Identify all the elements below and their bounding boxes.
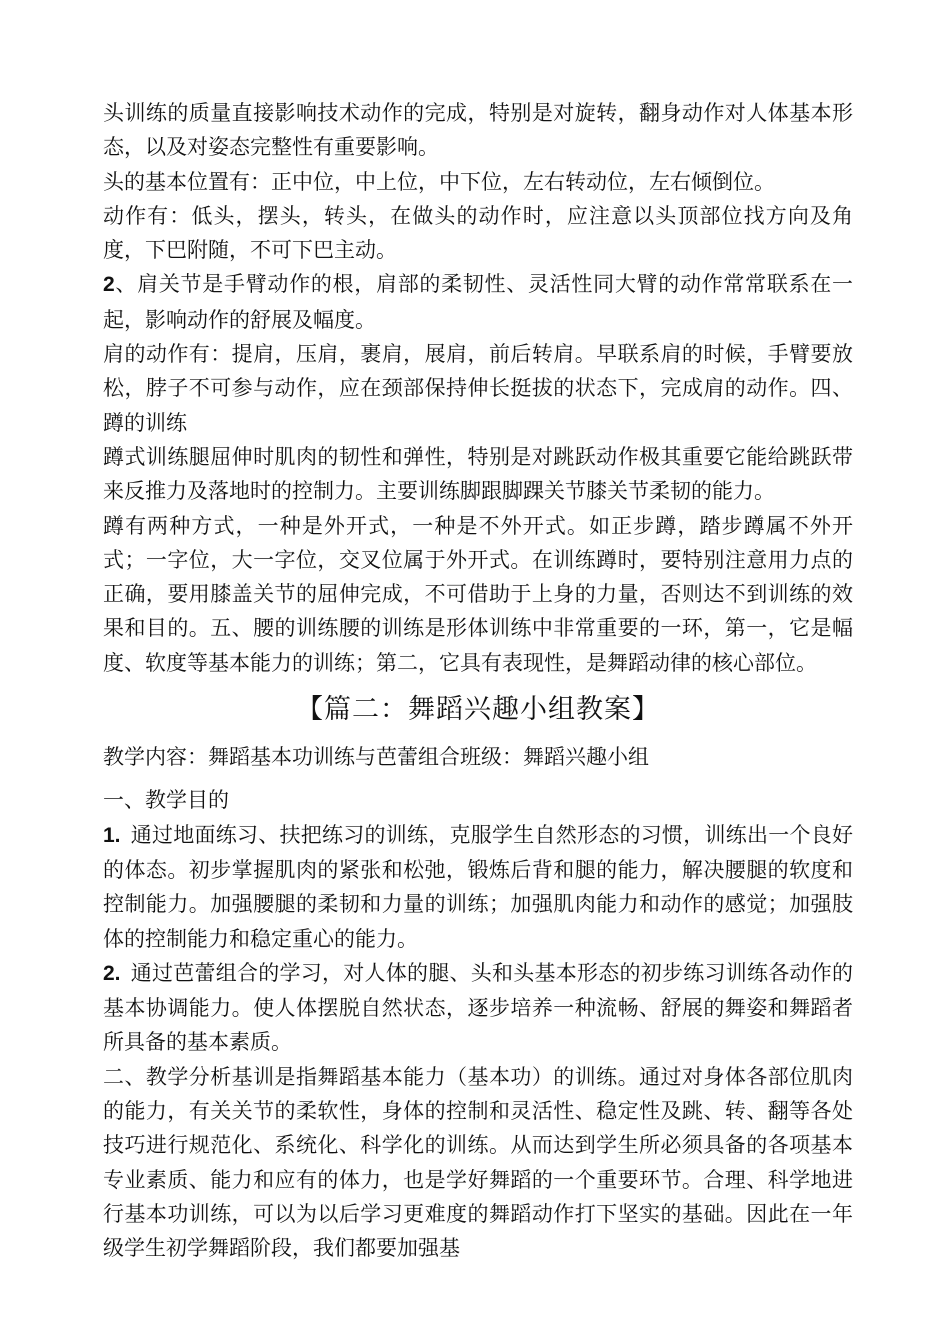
paragraph-text: 通过芭蕾组合的学习，对人体的腿、头和头基本形态的初步练习训练各动作的基本协调能力。使人体摆脱自然状态，逐步培养一种流畅、舒展的舞姿和舞蹈者所具备的基本素质。 bbox=[103, 960, 853, 1055]
section-heading: 【篇二：舞蹈兴趣小组教案】 bbox=[296, 694, 660, 726]
paragraph-squat-types: 蹲有两种方式，一种是外开式，一种是不外开式。如正步蹲，踏步蹲属不外开式；一字位，大一字位，交叉位属于外开式。在训练蹲时，要特别注意用力点的正确，要用膝盖关节的屈伸完成，不可借助于上身的力量，否则达不到训练的效果和目的。五、腰的训练腰的训练是形体训练中非常重要的一环，第一，它是幅度、软度等基本能力的训练；第二，它具有表现性，是舞蹈动律的核心部位。 bbox=[103, 513, 853, 675]
paragraph-head-positions: 头的基本位置有：正中位，中上位，中下位，左右转动位，左右倾倒位。 bbox=[103, 169, 775, 194]
paragraph-text: 通过地面练习、扶把练习的训练，克服学生自然形态的习惯，训练出一个良好的体态。初步掌握肌肉的紧张和松弛，锻炼后背和腿的能力，解决腰腿的软度和控制能力。加强腰腿的柔韧和力量的训练；加强肌肉能力和动作的感觉；加强肢体的控制能力和稳定重心的能力。 bbox=[103, 822, 853, 951]
paragraph-goal-2 bbox=[103, 956, 853, 1060]
item-number: 1. bbox=[103, 823, 121, 847]
paragraph-teaching-goal-title: 一、教学目的 bbox=[103, 788, 229, 813]
paragraph-head-training: 头训练的质量直接影响技术动作的完成，特别是对旋转，翻身动作对人体基本形态，以及对姿态完整性有重要影响。 bbox=[103, 101, 853, 160]
paragraph-head-movements: 动作有：低头，摆头，转头，在做头的动作时，应注意以头顶部位找方向及角度，下巴附随，不可下巴主动。 bbox=[103, 203, 853, 263]
paragraph-teaching-analysis: 二、教学分析基训是指舞蹈基本能力（基本功）的训练。通过对身体各部位肌肉的能力，有关关节的柔软性，身体的控制和灵活性、稳定性及跳、转、翻等各处技巧进行规范化、系统化、科学化的训练。从而达到学生所必须具备的各项基本专业素质、能力和应有的体力，也是学好舞蹈的一个重要环节。合理、科学地进行基本功训练，可以为以后学习更难度的舞蹈动作打下坚实的基础。因此在一年级学生初学舞蹈阶段，我们都要加强基 bbox=[103, 1064, 853, 1261]
item-number: 2 bbox=[103, 273, 115, 297]
paragraph-squat-training: 蹲式训练腿屈伸时肌肉的韧性和弹性，特别是对跳跃动作极其重要它能给跳跃带来反推力及落地时的控制力。主要训练脚跟脚踝关节膝关节柔韧的能力。 bbox=[103, 444, 853, 504]
paragraph-shoulder-movements: 肩的动作有：提肩，压肩，裹肩，展肩，前后转肩。早联系肩的时候，手臂要放松，脖子不可参与动作，应在颈部保持伸长挺拔的状态下，完成肩的动作。四、蹲的训练 bbox=[103, 342, 853, 435]
paragraph-shoulder bbox=[103, 267, 853, 337]
paragraph-goal-1 bbox=[103, 818, 853, 956]
paragraph-text: 、肩关节是手臂动作的根，肩部的柔韧性、灵活性同大臂的动作常常联系在一起，影响动作的舒展及幅度。 bbox=[103, 272, 853, 332]
document-page bbox=[103, 96, 853, 1266]
item-number: 2. bbox=[103, 961, 121, 985]
paragraph-teaching-content: 教学内容：舞蹈基本功训练与芭蕾组合班级：舞蹈兴趣小组 bbox=[103, 745, 649, 770]
